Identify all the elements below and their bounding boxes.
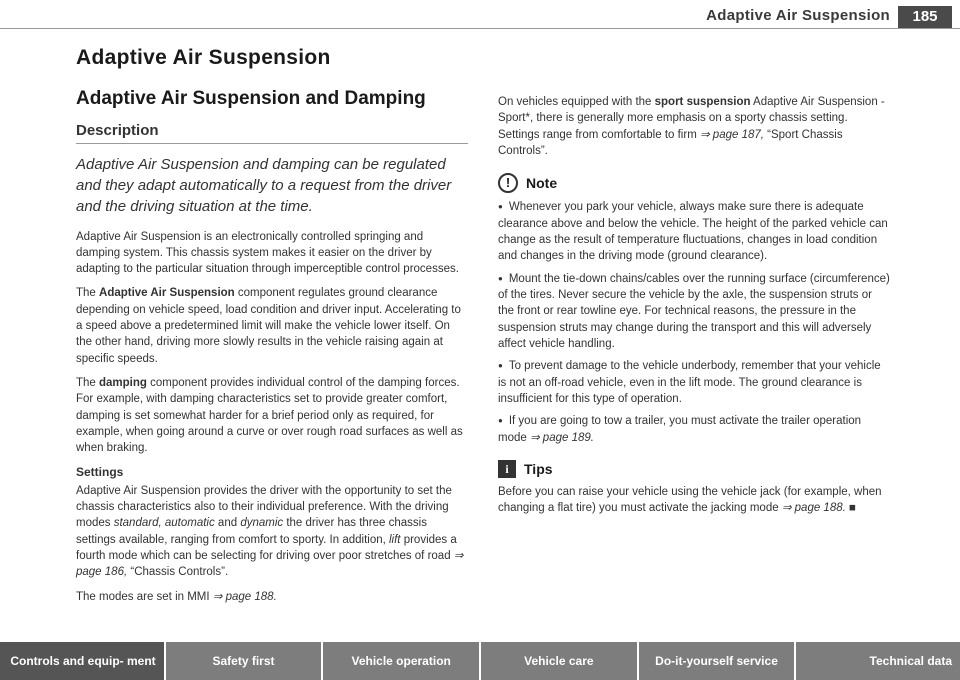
settings-heading: Settings [76, 465, 124, 480]
text-run: “Chassis Controls”. [127, 566, 229, 579]
tab-technical-data[interactable]: Technical data [794, 642, 960, 680]
end-mark: ■ [845, 502, 856, 515]
left-column [76, 46, 468, 613]
bold-term: sport suspension [654, 96, 751, 108]
section-title: Adaptive Air Suspension and Damping [76, 88, 426, 110]
text-run: and [214, 517, 241, 530]
exclamation-icon: ! [498, 173, 518, 193]
page-number: 185 [898, 6, 952, 28]
mode-name: lift [389, 533, 401, 546]
info-icon: i [498, 460, 516, 478]
text-run: The [76, 287, 100, 300]
page-reference-link[interactable]: ⇒ page 188. [781, 502, 846, 515]
page-reference-link[interactable]: ⇒ page 188. [212, 590, 277, 603]
list-item: ● Whenever you park your vehicle, always make sure there is adequate clearance above and below the vehicle. The height of the parked vehicle can change as the result of temperature fluctuations, changes in load condition and changes in the driving mode (ground clearance). [498, 199, 890, 264]
text-run: component regulates ground clearance depending on vehicle speed, load condition and driver input. Accelerating to a speed above a predetermined limit will make the vehicle lower itself. On the other hand, driving more slowly results in the vehicle raising again at specific speeds. [76, 287, 461, 365]
text-run: The [76, 376, 100, 389]
page-reference-link[interactable]: ⇒ page 187, [699, 128, 764, 141]
note-heading [498, 173, 890, 193]
tips-text [498, 484, 890, 517]
paragraph-4 [76, 483, 468, 581]
paragraph-1: Adaptive Air Suspension is an electronically controlled springing and damping system. This chassis system makes it easier on the driver by adapting to the particular situation through imperceptible control processes. [76, 230, 459, 276]
text-run: the driver has three chassis settings available, ranging from comfort to sporty. In addition, [76, 517, 427, 546]
header-divider [0, 28, 960, 29]
subsection-title: Description [76, 123, 468, 143]
text-run: component provides individual control of the damping forces. For example, with damping characteristics set to provide greater comfort, damping is set somewhat harder for a brief period only as required, for example, when going around a curve or over rough road surfaces as well as when braking. [76, 376, 463, 455]
main-title: Adaptive Air Suspension [76, 46, 331, 69]
text-run: On vehicles equipped with the [498, 96, 655, 108]
text-run: Adaptive Air Suspension provides the driver with the opportunity to set the chassis characteristics also to their individual preference. With the driving modes [76, 484, 452, 530]
bold-term: Adaptive Air Suspension [99, 287, 235, 300]
note-label: Note [526, 175, 558, 192]
paragraph-5 [76, 589, 468, 605]
list-item: ● To prevent damage to the vehicle underbody, remember that your vehicle is not an off-road vehicle, even in the lift mode. The ground clearance is insufficient for this type of operation. [498, 358, 890, 407]
bold-term: damping [99, 376, 147, 389]
page-reference-link[interactable]: ⇒ page 189. [529, 431, 594, 444]
tab-controls-and-equipment[interactable]: Controls and equip- ment [0, 642, 164, 680]
text-run: provides a fourth mode which can be selecting for driving over poor stretches of road [76, 533, 457, 562]
list-item: ● Mount the tie-down chains/cables over the running surface (circumference) of the tires. Never secure the vehicle by the axle, the suspension struts or the front or rear towline eye. For technical reasons, the pressure in the suspension struts may change during the transport and this will adversely affect vehicle handling. [498, 271, 890, 353]
tab-vehicle-care[interactable]: Vehicle care [479, 642, 637, 680]
running-header: Adaptive Air Suspension [706, 7, 890, 24]
mode-names: standard, automatic [113, 517, 215, 530]
paragraph-sport [498, 94, 890, 159]
page-reference-link[interactable]: ⇒ page 186, [76, 549, 464, 579]
tips-label: Tips [524, 460, 553, 477]
tab-vehicle-operation[interactable]: Vehicle operation [321, 642, 479, 680]
tab-safety-first[interactable]: Safety first [164, 642, 322, 680]
paragraph-3 [76, 375, 468, 456]
chapter-tab-bar [0, 642, 960, 680]
text-run: The modes are set in MMI [76, 590, 213, 603]
text-run: Adaptive Air Suspension - Sport*, there is generally more emphasis on a sporty chassis setting. Settings range from comfortable to firm [498, 96, 885, 141]
text-run: “Sport Chassis Controls”. [498, 128, 843, 157]
paragraph-2 [76, 285, 468, 366]
text-run: If you are going to tow a trailer, you must activate the trailer operation mode [498, 415, 862, 444]
note-list [498, 199, 890, 446]
text-run: Before you can raise your vehicle using the vehicle jack (for example, when changing a flat tire) you must activate the jacking mode [498, 486, 882, 515]
list-item [498, 413, 890, 446]
mode-name: dynamic [240, 517, 284, 530]
intro-text: Adaptive Air Suspension and damping can be regulated and they adapt automatically to a request from the driver and the driving situation at the time. [76, 155, 452, 215]
tab-do-it-yourself-service[interactable]: Do-it-yourself service [637, 642, 795, 680]
right-column [498, 94, 890, 525]
tips-heading [498, 460, 890, 478]
